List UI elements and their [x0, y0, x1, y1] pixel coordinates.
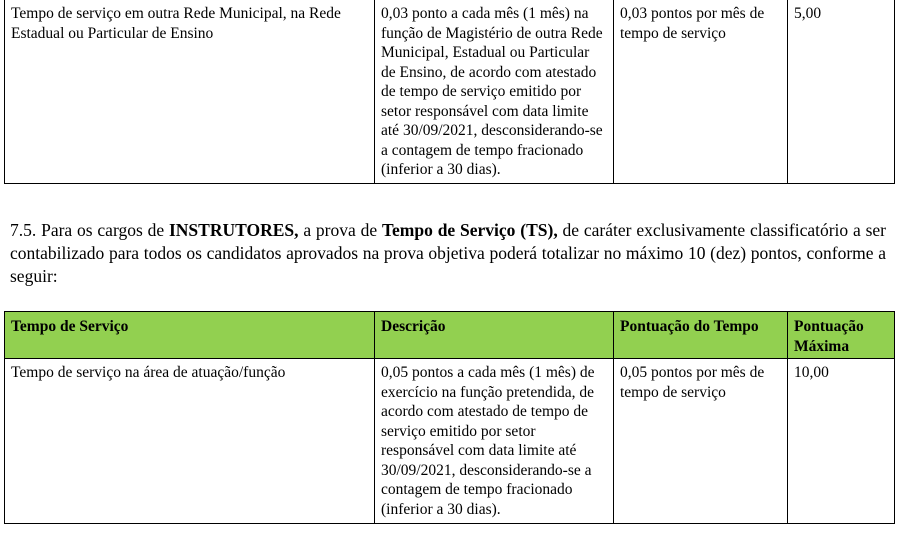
cell-pontuacao-tempo: 0,03 pontos por mês de tempo de serviço: [614, 0, 788, 183]
header-descricao: Descrição: [375, 312, 614, 359]
section-7-5-paragraph: [10, 219, 886, 288]
table-header-row: [5, 312, 895, 359]
cell-pontuacao-tempo: 0,05 pontos por mês de tempo de serviço: [614, 359, 788, 524]
paragraph-bold-instrutores: INSTRUTORES,: [168, 220, 299, 240]
cell-pontuacao-maxima: 10,00: [788, 359, 895, 524]
paragraph-bold-tempo-servico: Tempo de Serviço (TS),: [381, 220, 558, 240]
tempo-servico-table-instrutores: [4, 311, 895, 524]
header-pontuacao-tempo: Pontuação do Tempo: [614, 312, 788, 359]
cell-tempo-servico: Tempo de serviço na área de atuação/função: [5, 359, 375, 524]
table-row: [5, 0, 895, 183]
cell-descricao: 0,03 ponto a cada mês (1 mês) na função de Magistério de outra Rede Municipal, Estadual ou Particular de Ensino, de acordo com atestado de tempo de serviço emitido por setor responsável com data limite até 30/09/2021, desconsiderando-se a contagem de tempo fracionado (inferior a 30 dias).: [375, 0, 614, 183]
tempo-servico-table-previous: [4, 0, 895, 184]
cell-descricao: 0,05 pontos a cada mês (1 mês) de exercício na função pretendida, de acordo com atestado de tempo de serviço emitido por setor responsável com data limite até 30/09/2021, desconsiderando-se a contagem de tempo fracionado (inferior a 30 dias).: [375, 359, 614, 524]
cell-pontuacao-maxima: 5,00: [788, 0, 895, 183]
header-tempo-servico: Tempo de Serviço: [5, 312, 375, 359]
header-pontuacao-maxima: Pontuação Máxima: [788, 312, 895, 359]
table-row: [5, 359, 895, 524]
paragraph-text-intro: 7.5. Para os cargos de: [10, 220, 169, 240]
paragraph-text-middle: a prova de: [298, 220, 382, 240]
paragraph-text-end: de caráter exclusivamente classificatório a ser contabilizado para todos os candidatos aprovados na prova objetiva poderá totalizar no máximo 10 (dez) pontos, conforme a seguir:: [10, 220, 886, 286]
cell-tempo-servico: Tempo de serviço em outra Rede Municipal, na Rede Estadual ou Particular de Ensino: [5, 0, 375, 183]
